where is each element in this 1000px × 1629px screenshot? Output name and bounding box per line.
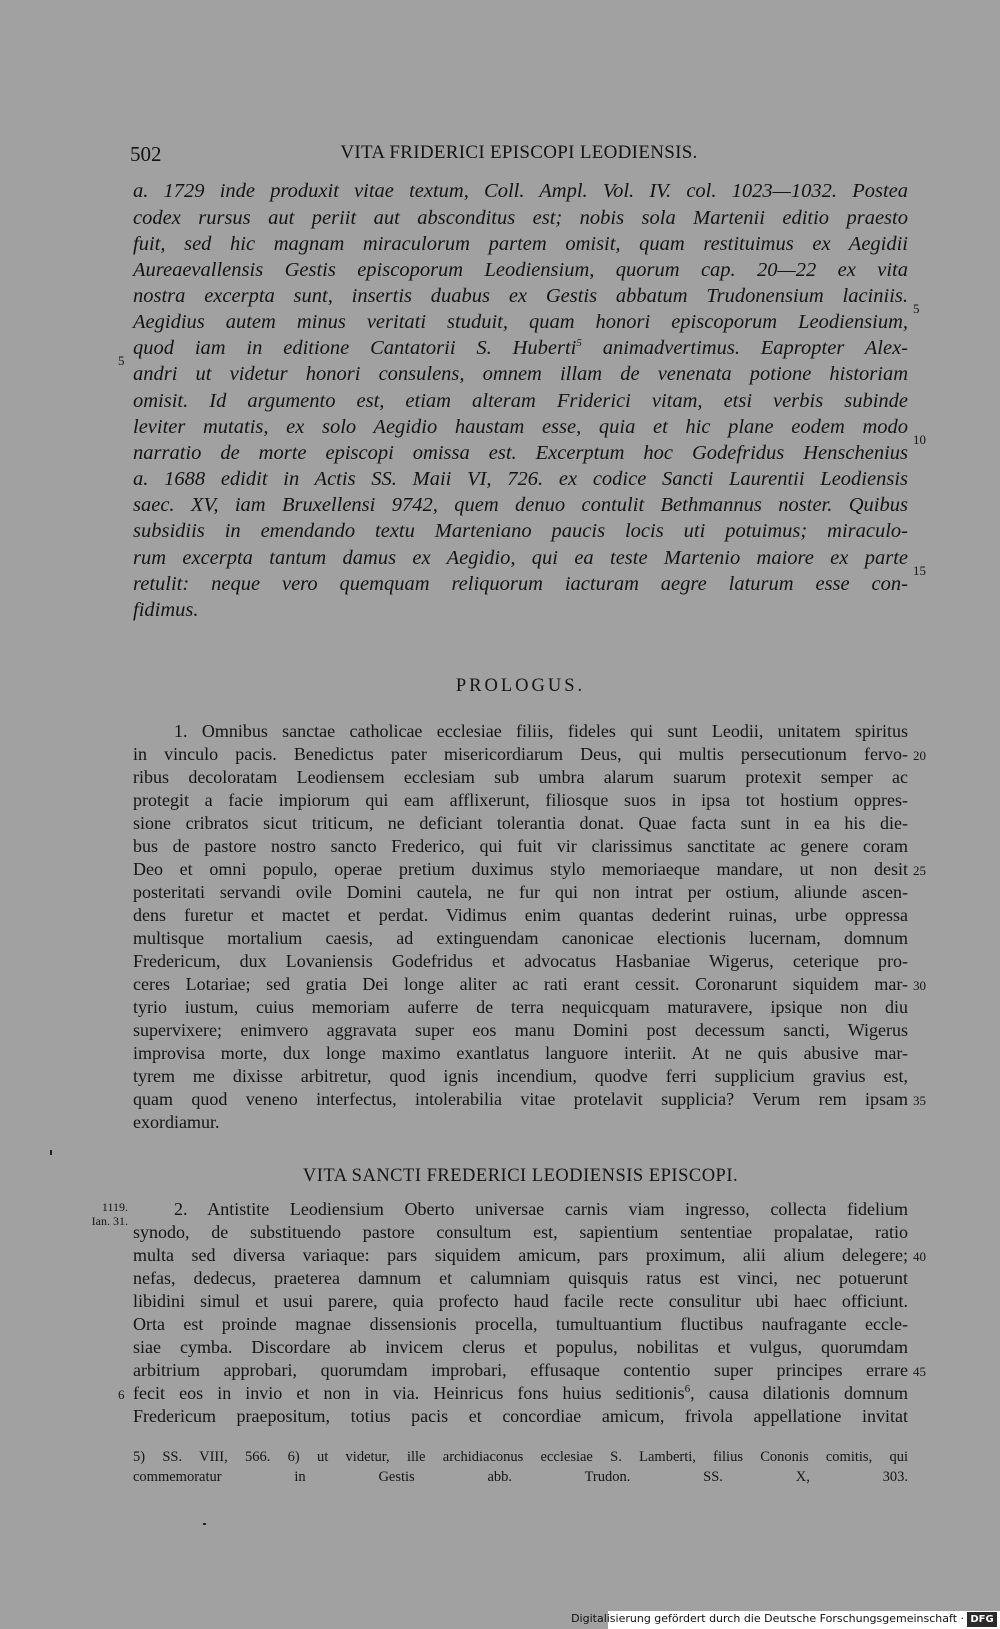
intro-line: codex rursus aut periit aut absconditus est; nobis sola Martenii editio praesto <box>133 207 908 229</box>
prologue-line: bus de pastore nostro sancto Frederico, qui fuit vir clarissimus sanctitate ac genere coram <box>133 836 908 856</box>
intro-line: leviter mutatis, ex solo Aegidio haustam esse, quia et hic plane eodem modo <box>133 416 908 438</box>
intro-line-tail: animadvertimus. Eapropter Alex- <box>602 337 909 359</box>
prologue-line: supervixere; enimvero aggravata super eos manu Domini post decessum sancti, Wigerus <box>133 1020 908 1040</box>
prologue-line: Fredericum, dux Lovaniensis Godefridus et advocatus Hasbaniae Wigerus, ceterique pro- <box>133 951 908 971</box>
line-number-left: 5 <box>118 353 125 368</box>
vita-line: siae cymba. Discordare ab invicem clerus et populus, nobilitas et vulgus, quorumdam <box>133 1337 908 1357</box>
intro-line: a. 1729 inde produxit vitae textum, Coll. Ampl. Vol. IV. col. 1023—1032. Postea <box>133 180 908 202</box>
intro-line: Aureaevallensis Gestis episcoporum Leodiensium, quorum cap. 20—22 ex vita <box>133 259 908 281</box>
line-number-left: 6 <box>118 1387 125 1402</box>
intro-line: andri ut videtur honori consulens, omnem illam de venenata potione historiam <box>133 363 908 385</box>
prologue-line: exordiamur. <box>133 1112 220 1132</box>
intro-line: omisit. Id argumento est, etiam alteram Friderici vitam, etsi verbis subinde <box>133 390 908 412</box>
vita-line: libidini simul et usui parere, quia profecto haud facile recte consulitur ubi haec officiunt. <box>133 1291 908 1311</box>
prologue-line: dens furetur et mactet et perdat. Vidimus enim quantas dederint ruinas, urbe oppressa <box>133 905 908 925</box>
vita-line: multa sed diversa variaque: pars siquidem amicum, pars proximum, alii alium delegere; <box>133 1245 908 1265</box>
scan-speck <box>203 1523 206 1525</box>
prologue-line: Deo et omni populo, operae pretium duximus stylo memoriaeque mandare, ut non desit <box>133 859 908 879</box>
prologue-line: improvisa morte, dux longe maximo exantlatus languore interiit. At ne quis abusive mar- <box>133 1043 908 1063</box>
running-title: VITA FRIDERICI EPISCOPI LEODIENSIS. <box>340 142 698 163</box>
vita-line <box>133 1383 908 1404</box>
margin-date-note <box>80 1200 128 1228</box>
dfg-logo-icon: DFG <box>967 1612 997 1627</box>
vita-line-text: fecit eos in invio et non in via. Heinricus fons huius seditionis <box>133 1383 685 1403</box>
intro-line: subsidiis in emendando textu Marteniano paucis locis uti potuimus; miraculo- <box>133 520 908 542</box>
line-number: 20 <box>913 748 926 763</box>
vita-line: nefas, dedecus, praeterea damnum et calumniam quisquis ratus est vinci, nec potuerunt <box>133 1268 908 1288</box>
intro-line-text: quod iam in editione Cantatorii S. Huberti <box>133 337 577 359</box>
prologue-line: tyrio iustum, cuius memoriam auferre de terra nequicquam maturavere, ipsique non diu <box>133 997 908 1017</box>
vita-heading: VITA SANCTI FREDERICI LEODIENSIS EPISCOPI. <box>302 1166 739 1186</box>
line-number: 35 <box>913 1093 926 1108</box>
line-number: 30 <box>913 978 926 993</box>
vita-line: Fredericum praepositum, totius pacis et concordiae amicum, frivola appellatione invitat <box>133 1406 908 1426</box>
intro-line: fuit, sed hic magnam miraculorum partem omisit, quam restituimus ex Aegidii <box>133 233 908 255</box>
page-number: 502 <box>130 142 162 166</box>
intro-line <box>133 337 908 360</box>
vita-line: arbitrium approbari, quorumdam improbari, effusaque contentio super principes errare <box>133 1360 908 1380</box>
line-number: 45 <box>913 1364 926 1379</box>
prologue-line: posteritati servandi ovile Domini cautela, ne fur qui non intrat per ostium, aliunde ascen- <box>133 882 908 902</box>
footnote-line: commemoratur in Gestis abb. Trudon. SS. X, 303. <box>133 1469 908 1485</box>
vita-line: Orta est proinde magnae dissensionis procella, tumultuantium fluctibus naufragante eccle- <box>133 1314 908 1334</box>
prologue-line: ribus decoloratam Leodiensem ecclesiam sub umbra alarum suarum protexit semper ac <box>133 767 908 787</box>
margin-day: Ian. 31. <box>91 1214 128 1228</box>
margin-year: 1119. <box>101 1200 128 1214</box>
intro-line: rum excerpta tantum damus ex Aegidio, qui ea teste Martenio maiore ex parte <box>133 547 908 569</box>
line-number: 15 <box>913 563 926 578</box>
digitization-footer <box>571 1611 1000 1629</box>
line-number: 5 <box>913 301 920 316</box>
prologue-line: tyrem me dixisse arbitretur, quod ignis incendium, quodve ferri supplicium gravius est, <box>133 1066 908 1086</box>
prologue-line: quam quod veneno interfectus, intolerabilia vitae protelavit supplicia? Verum rem ipsam <box>133 1089 908 1109</box>
scan-speck <box>50 1150 52 1155</box>
vita-line: synodo, de substituendo pastore consultum est, sapientium sententiae propalatae, ratio <box>133 1222 908 1242</box>
intro-line: retulit: neque vero quemquam reliquorum iacturam aegre laturum esse con- <box>133 573 908 595</box>
intro-line: nostra excerpta sunt, insertis duabus ex Gestis abbatum Trudonensium laciniis. <box>133 285 908 307</box>
prologue-line: multisque mortalium caesis, ad extinguendam canonicae electionis lucernam, domnum <box>133 928 908 948</box>
prologue-line: protegit a facie impiorum qui eam afflixerunt, filiosque suos in ipsa tot hostium oppres- <box>133 790 908 810</box>
footnote-ref[interactable]: 6 <box>684 1383 691 1395</box>
prologue-line: sione cribratos sicut triticum, ne deficiant tolerantia donat. Quae facta sunt in ea his die- <box>133 813 908 833</box>
footnote-ref[interactable]: 5 <box>576 337 582 350</box>
prologue-line: 1. Omnibus sanctae catholicae ecclesiae filiis, fideles qui sunt Leodii, unitatem spiritus <box>174 721 908 741</box>
vita-line-tail: , causa dilationis domnum <box>690 1383 908 1403</box>
line-number: 40 <box>913 1249 926 1264</box>
intro-line: fidimus. <box>133 599 199 621</box>
running-header <box>130 142 908 170</box>
prologue-line: ceres Lotariae; sed gratia Dei longe aliter ac rati erant cessit. Coronarunt siquidem mar- <box>133 974 908 994</box>
vita-line: 2. Antistite Leodiensium Oberto universae carnis viam ingresso, collecta fidelium <box>174 1199 908 1219</box>
intro-line: Aegidius autem minus veritati studuit, quam honori episcoporum Leodiensium, <box>133 311 908 333</box>
footnote-line: 5) SS. VIII, 566. 6) ut videtur, ille archidiaconus ecclesiae S. Lamberti, filius Cononis comitis, qui <box>133 1449 908 1465</box>
prologue-line: in vinculo pacis. Benedictus pater misericordiarum Deus, qui multis persecutionum fervo- <box>133 744 908 764</box>
line-number: 10 <box>913 432 926 447</box>
line-number: 25 <box>913 863 926 878</box>
intro-line: saec. XV, iam Bruxellensi 9742, quem denuo contulit Bethmannus noster. Quibus <box>133 494 908 516</box>
intro-line: narratio de morte episcopi omissa est. Excerptum hoc Godefridus Henschenius <box>133 442 908 464</box>
digitization-credit: Digitalisierung gefördert durch die Deutsche Forschungsgemeinschaft · <box>571 1612 964 1625</box>
intro-line: a. 1688 edidit in Actis SS. Maii VI, 726. ex codice Sancti Laurentii Leodiensis <box>133 468 908 490</box>
prologue-heading: PROLOGUS. <box>455 676 586 696</box>
